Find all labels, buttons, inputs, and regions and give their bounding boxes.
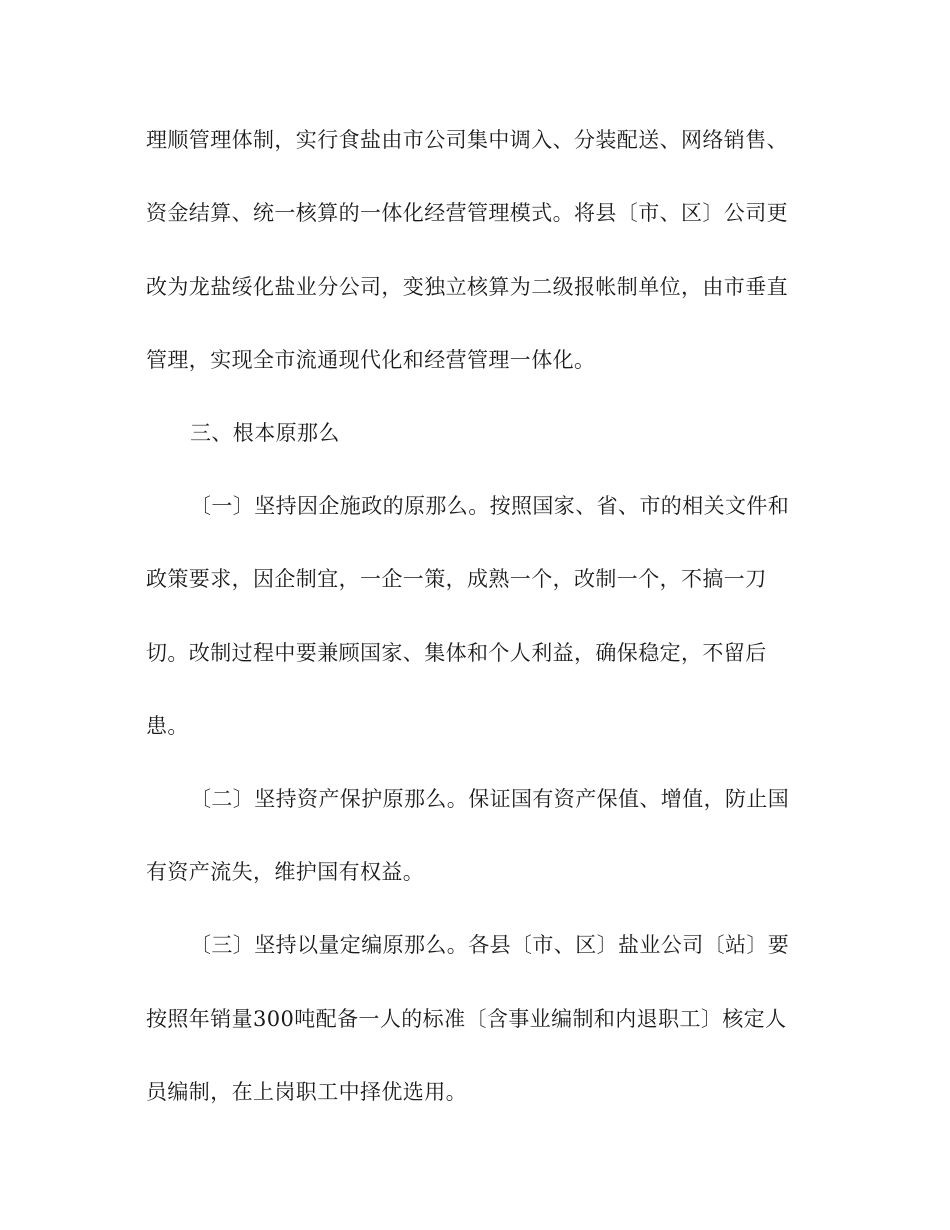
paragraph-line: 〔三〕坚持以量定编原那么。各县〔市、区〕盐业公司〔站〕要 (190, 933, 790, 957)
paragraph-line: 〔一〕坚持因企施政的原那么。按照国家、省、市的相关文件和 (190, 494, 790, 518)
paragraph-line: 切。改制过程中要兼顾国家、集体和个人利益，确保稳定，不留后 (146, 641, 767, 665)
paragraph-line: 员编制，在上岗职工中择优选用。 (146, 1080, 467, 1104)
paragraph-line: 有资产流失，维护国有权益。 (146, 860, 425, 884)
paragraph-line: 〔二〕坚持资产保护原那么。保证国有资产保值、增值，防止国 (190, 787, 790, 811)
paragraph-line: 改为龙盐绥化盐业分公司，变独立核算为二级报帐制单位，由市垂直 (146, 275, 788, 299)
paragraph-line: 管理，实现全市流通现代化和经营管理一体化。 (146, 348, 596, 372)
paragraph-line: 政策要求，因企制宜，一企一策，成熟一个，改制一个，不搞一刀 (146, 567, 767, 591)
section-heading: 三、根本原那么 (190, 421, 340, 445)
paragraph-line: 资金结算、统一核算的一体化经营管理模式。将县〔市、区〕公司更 (146, 201, 788, 225)
paragraph-line: 按照年销量300吨配备一人的标准〔含事业编制和内退职工〕核定人 (146, 1007, 787, 1031)
paragraph-line: 患。 (146, 714, 189, 738)
paragraph-line: 理顺管理体制，实行食盐由市公司集中调入、分装配送、网络销售、 (146, 128, 788, 152)
